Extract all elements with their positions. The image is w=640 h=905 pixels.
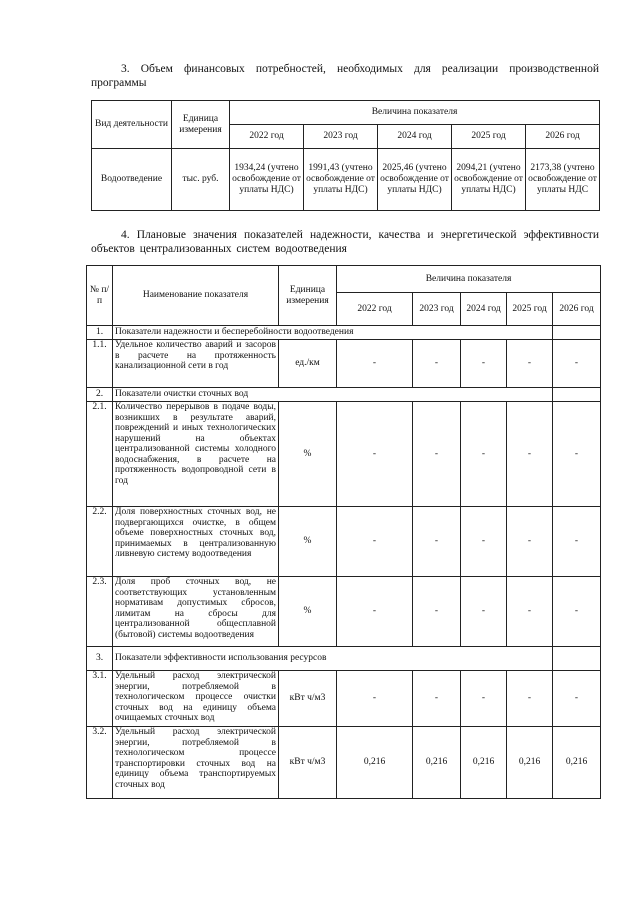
indicator-row	[87, 671, 601, 727]
section-4-title: 4. Плановые значения показателей надежности, качества и энергетической эффективности объектов централизованных систем водоотведения	[91, 229, 599, 255]
row-number: 3.1.	[87, 671, 113, 727]
value-cell: -	[413, 402, 461, 507]
row-number: 2.1.	[87, 402, 113, 507]
year-header: 2022 год	[230, 125, 304, 149]
year-header: 2025 год	[507, 293, 553, 326]
value-cell: -	[507, 340, 553, 388]
indicator-row	[87, 577, 601, 647]
section-row	[87, 326, 601, 340]
unit-cell: %	[279, 577, 337, 647]
year-header: 2024 год	[461, 293, 507, 326]
value-cell: -	[461, 507, 507, 577]
indicator-row	[87, 727, 601, 799]
indicator-name: Удельное количество аварий и засоров в расчете на протяженность канализационной сети в год	[113, 340, 279, 388]
section-name: Показатели эффективности использования ресурсов	[113, 647, 553, 671]
unit-cell: кВт ч/м3	[279, 671, 337, 727]
value-cell: 0,216	[507, 727, 553, 799]
value-cell: -	[553, 507, 601, 577]
row-number: 3.	[87, 647, 113, 671]
indicators-table	[86, 265, 601, 799]
row-number: 1.	[87, 326, 113, 340]
value-cell: -	[413, 671, 461, 727]
value-cell: -	[553, 402, 601, 507]
value-cell: -	[337, 507, 413, 577]
header-value: Величина показателя	[337, 266, 601, 293]
value-cell: -	[553, 671, 601, 727]
value-cell: -	[507, 402, 553, 507]
indicator-row	[87, 507, 601, 577]
header-name: Наименование показателя	[113, 266, 279, 326]
row-number: 2.2.	[87, 507, 113, 577]
empty-cell	[553, 388, 601, 402]
section-row	[87, 647, 601, 671]
unit-cell: кВт ч/м3	[279, 727, 337, 799]
value-cell: -	[461, 577, 507, 647]
row-number: 1.1.	[87, 340, 113, 388]
unit-cell: тыс. руб.	[172, 149, 230, 211]
year-header: 2023 год	[413, 293, 461, 326]
value-cell: 0,216	[553, 727, 601, 799]
value-cell: -	[413, 340, 461, 388]
empty-cell	[553, 647, 601, 671]
unit-cell: ед./км	[279, 340, 337, 388]
value-cell: -	[553, 340, 601, 388]
year-header: 2025 год	[452, 125, 526, 149]
unit-cell: %	[279, 507, 337, 577]
value-cell: -	[337, 577, 413, 647]
header-value: Величина показателя	[230, 101, 600, 125]
value-cell: -	[461, 402, 507, 507]
row-number: 3.2.	[87, 727, 113, 799]
section-name: Показатели очистки сточных вод	[113, 388, 553, 402]
unit-cell: %	[279, 402, 337, 507]
indicator-row	[87, 340, 601, 388]
year-header: 2026 год	[553, 293, 601, 326]
header-num: № п/п	[87, 266, 113, 326]
value-cell: -	[413, 577, 461, 647]
value-cell: 0,216	[461, 727, 507, 799]
value-cell: -	[553, 577, 601, 647]
value-cell: -	[337, 402, 413, 507]
value-cell: -	[413, 507, 461, 577]
year-header: 2026 год	[526, 125, 600, 149]
value-cell: 0,216	[413, 727, 461, 799]
header-unit: Единица измерения	[279, 266, 337, 326]
value-cell: 0,216	[337, 727, 413, 799]
value-cell: 1991,43 (учтено освобождение от уплаты НДС)	[304, 149, 378, 211]
year-header: 2024 год	[378, 125, 452, 149]
year-header: 2023 год	[304, 125, 378, 149]
indicator-name: Удельный расход электрической энергии, потребляемой в технологическом процессе очистки сточных вод на единицу объема очищаемых сточных вод	[113, 671, 279, 727]
indicator-name: Доля проб сточных вод, не соответствующих установленным нормативам допустимых сбросов, лимитам на сбросы для централизованной общесплавной (бытовой) системы водоотведения	[113, 577, 279, 647]
row-number: 2.	[87, 388, 113, 402]
section-row	[87, 388, 601, 402]
year-header: 2022 год	[337, 293, 413, 326]
empty-cell	[553, 326, 601, 340]
indicator-row	[87, 402, 601, 507]
value-cell: 2173,38 (учтено освобождение от уплаты НДС	[526, 149, 600, 211]
activity-cell: Водоотведение	[92, 149, 172, 211]
financial-needs-table	[91, 100, 600, 211]
row-number: 2.3.	[87, 577, 113, 647]
indicator-name: Удельный расход электрической энергии, потребляемой в технологическом процессе транспортировки сточных вод на единицу объема транспортируемых сточных вод	[113, 727, 279, 799]
section-name: Показатели надежности и бесперебойности водоотведения	[113, 326, 553, 340]
indicator-name: Количество перерывов в подаче воды, возникших в результате аварий, повреждений и иных технологических нарушений на объектах централизованной системы холодного водоснабжения, в расчете на протяженность водопроводной сети в год	[113, 402, 279, 507]
header-activity: Вид деятельности	[92, 101, 172, 149]
value-cell: -	[507, 671, 553, 727]
value-cell: 2094,21 (учтено освобождение от уплаты НДС)	[452, 149, 526, 211]
value-cell: -	[461, 671, 507, 727]
value-cell: -	[507, 507, 553, 577]
indicator-name: Доля поверхностных сточных вод, не подвергающихся очистке, в общем объеме поверхностных сточных вод, принимаемых в централизованную ливневую систему водоотведения	[113, 507, 279, 577]
section-3-title: 3. Объем финансовых потребностей, необходимых для реализации производственной программы	[91, 63, 599, 89]
value-cell: -	[337, 340, 413, 388]
header-unit: Единица измерения	[172, 101, 230, 149]
value-cell: 2025,46 (учтено освобождение от уплаты НДС)	[378, 149, 452, 211]
value-cell: 1934,24 (учтено освобождение от уплаты НДС)	[230, 149, 304, 211]
value-cell: -	[337, 671, 413, 727]
value-cell: -	[507, 577, 553, 647]
value-cell: -	[461, 340, 507, 388]
